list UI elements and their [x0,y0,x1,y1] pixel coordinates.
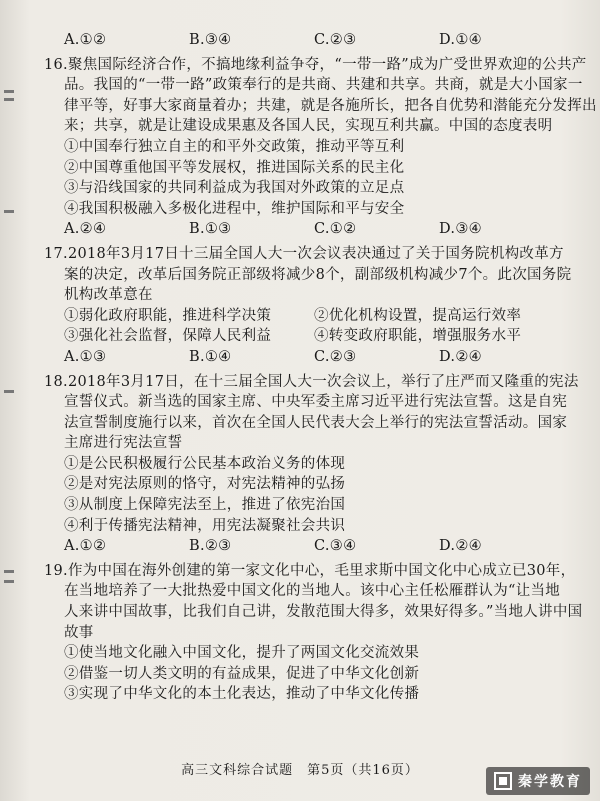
q17-option-c[interactable]: C.②③ [314,348,357,365]
q16-item-3: ③与沿线国家的共同利益成为我国对外政策的立足点 [64,180,405,197]
q18-item-1: ①是公民积极履行公民基本政治义务的体现 [64,455,346,472]
q16-option-c[interactable]: C.①② [314,221,357,238]
q17-options [64,347,564,368]
q15-option-b[interactable]: B.③④ [189,32,232,48]
q16-item-2: ②中国尊重他国平等发展权，推进国际关系的民主化 [64,159,405,176]
q18-stem-line: 宣誓仪式。新当选的国家主席、中央军委主席习近平进行宪法宣誓。这是自宪 [64,394,568,411]
q19-item-2: ②借鉴一切人类文明的有益成果，促进了中华文化创新 [64,665,420,682]
q17-item-2: ②优化机构设置，提高运行效率 [314,307,522,324]
q15-options [64,30,564,51]
binding-edge-marks [4,90,14,690]
q19-stem-line: 19.作为中国在海外创建的第一家文化中心，毛里求斯中国文化中心成立已30年， [44,562,576,579]
question-content [44,30,597,705]
q17-item-3: ③强化社会监督，保障人民利益 [64,328,272,345]
q17-stem-line: 机构改革意在 [64,287,153,304]
q16-option-d[interactable]: D.③④ [439,221,482,238]
question-17 [44,244,572,368]
q17-items-row [64,306,564,327]
q16-item-4: ④我国积极融入多极化进程中，维护国际和平与安全 [64,200,405,217]
q18-stem-line: 主席进行宪法宣誓 [64,435,183,452]
watermark-logo [486,767,590,795]
q16-stem-line: 来；共享，就是让建设成果惠及各国人民，实现互利共赢。中国的态度表明 [64,118,553,135]
q16-item-1: ①中国奉行独立自主的和平外交政策，推动平等互利 [64,138,405,155]
q15-option-a[interactable]: A.①② [64,32,107,48]
q17-option-b[interactable]: B.①④ [189,348,232,365]
q19-stem-line: 人来讲中国故事，比我们自己讲，发散范围大得多，效果好得多。”当地人讲中国 [64,604,583,621]
q19-item-1: ①使当地文化融入中国文化，提升了两国文化交流效果 [64,645,420,662]
q17-item-1: ①弱化政府职能，推进科学决策 [64,307,272,324]
logo-icon [494,772,512,790]
q18-item-2: ②是对宪法原则的恪守，对宪法精神的弘扬 [64,476,346,493]
q15-option-c[interactable]: C.②③ [314,32,357,48]
q16-option-b[interactable]: B.①③ [189,221,232,238]
q18-option-b[interactable]: B.②③ [189,538,232,555]
q16-options [64,219,564,240]
q19-item-3: ③实现了中华文化的本土化表达，推动了中华文化传播 [64,686,420,703]
q18-stem-line: 18.2018年3月17日，在十三届全国人大一次会议上，举行了庄严而又隆重的宪法 [44,373,579,390]
q18-item-4: ④利于传播宪法精神，用宪法凝聚社会共识 [64,517,346,534]
q18-item-3: ③从制度上保障宪法至上，推进了依宪治国 [64,497,346,514]
q17-stem-line: 17.2018年3月17日十三届全国人大一次会议表决通过了关于国务院机构改革方 [44,245,564,262]
q16-stem-line: 律平等，好事大家商量着办；共建，就是各施所长，把各自优势和潜能充分发挥出 [64,97,597,114]
q18-stem-line: 法宣誓制度施行以来，首次在全国人民代表大会上举行的宪法宣誓活动。国家 [64,414,568,431]
watermark-text: 秦学教育 [518,774,582,790]
q18-option-d[interactable]: D.②④ [439,538,482,555]
page-footer: 高三文科综合试题 第5页（共16页） [181,763,419,778]
q16-option-a[interactable]: A.②④ [64,221,107,238]
q15-option-d[interactable]: D.①④ [439,32,482,48]
q19-stem-line: 在当地培养了一大批热爱中国文化的当地人。该中心主任松雁群认为“让当地 [64,583,561,600]
question-18 [44,372,579,557]
q17-item-4: ④转变政府职能，增强服务水平 [314,328,522,345]
question-16 [44,55,597,240]
question-19 [44,561,583,705]
q18-options [64,536,564,557]
q17-items-row [64,326,564,347]
q19-stem-line: 故事 [64,624,94,641]
q16-stem-line: 16.聚焦国际经济合作，不搞地缘利益争夺，“一带一路”成为广受世界欢迎的公共产 [44,56,587,73]
q17-option-a[interactable]: A.①③ [64,348,107,365]
q17-option-d[interactable]: D.②④ [439,348,482,365]
q18-option-c[interactable]: C.③④ [314,538,357,555]
q17-stem-line: 案的决定，改革后国务院正部级将减少8个，副部级机构减少7个。此次国务院 [64,266,572,283]
q16-stem-line: 品。我国的“一带一路”政策奉行的是共商、共建和共享。共商，就是大小国家一 [64,77,583,94]
q18-option-a[interactable]: A.①② [64,538,107,555]
